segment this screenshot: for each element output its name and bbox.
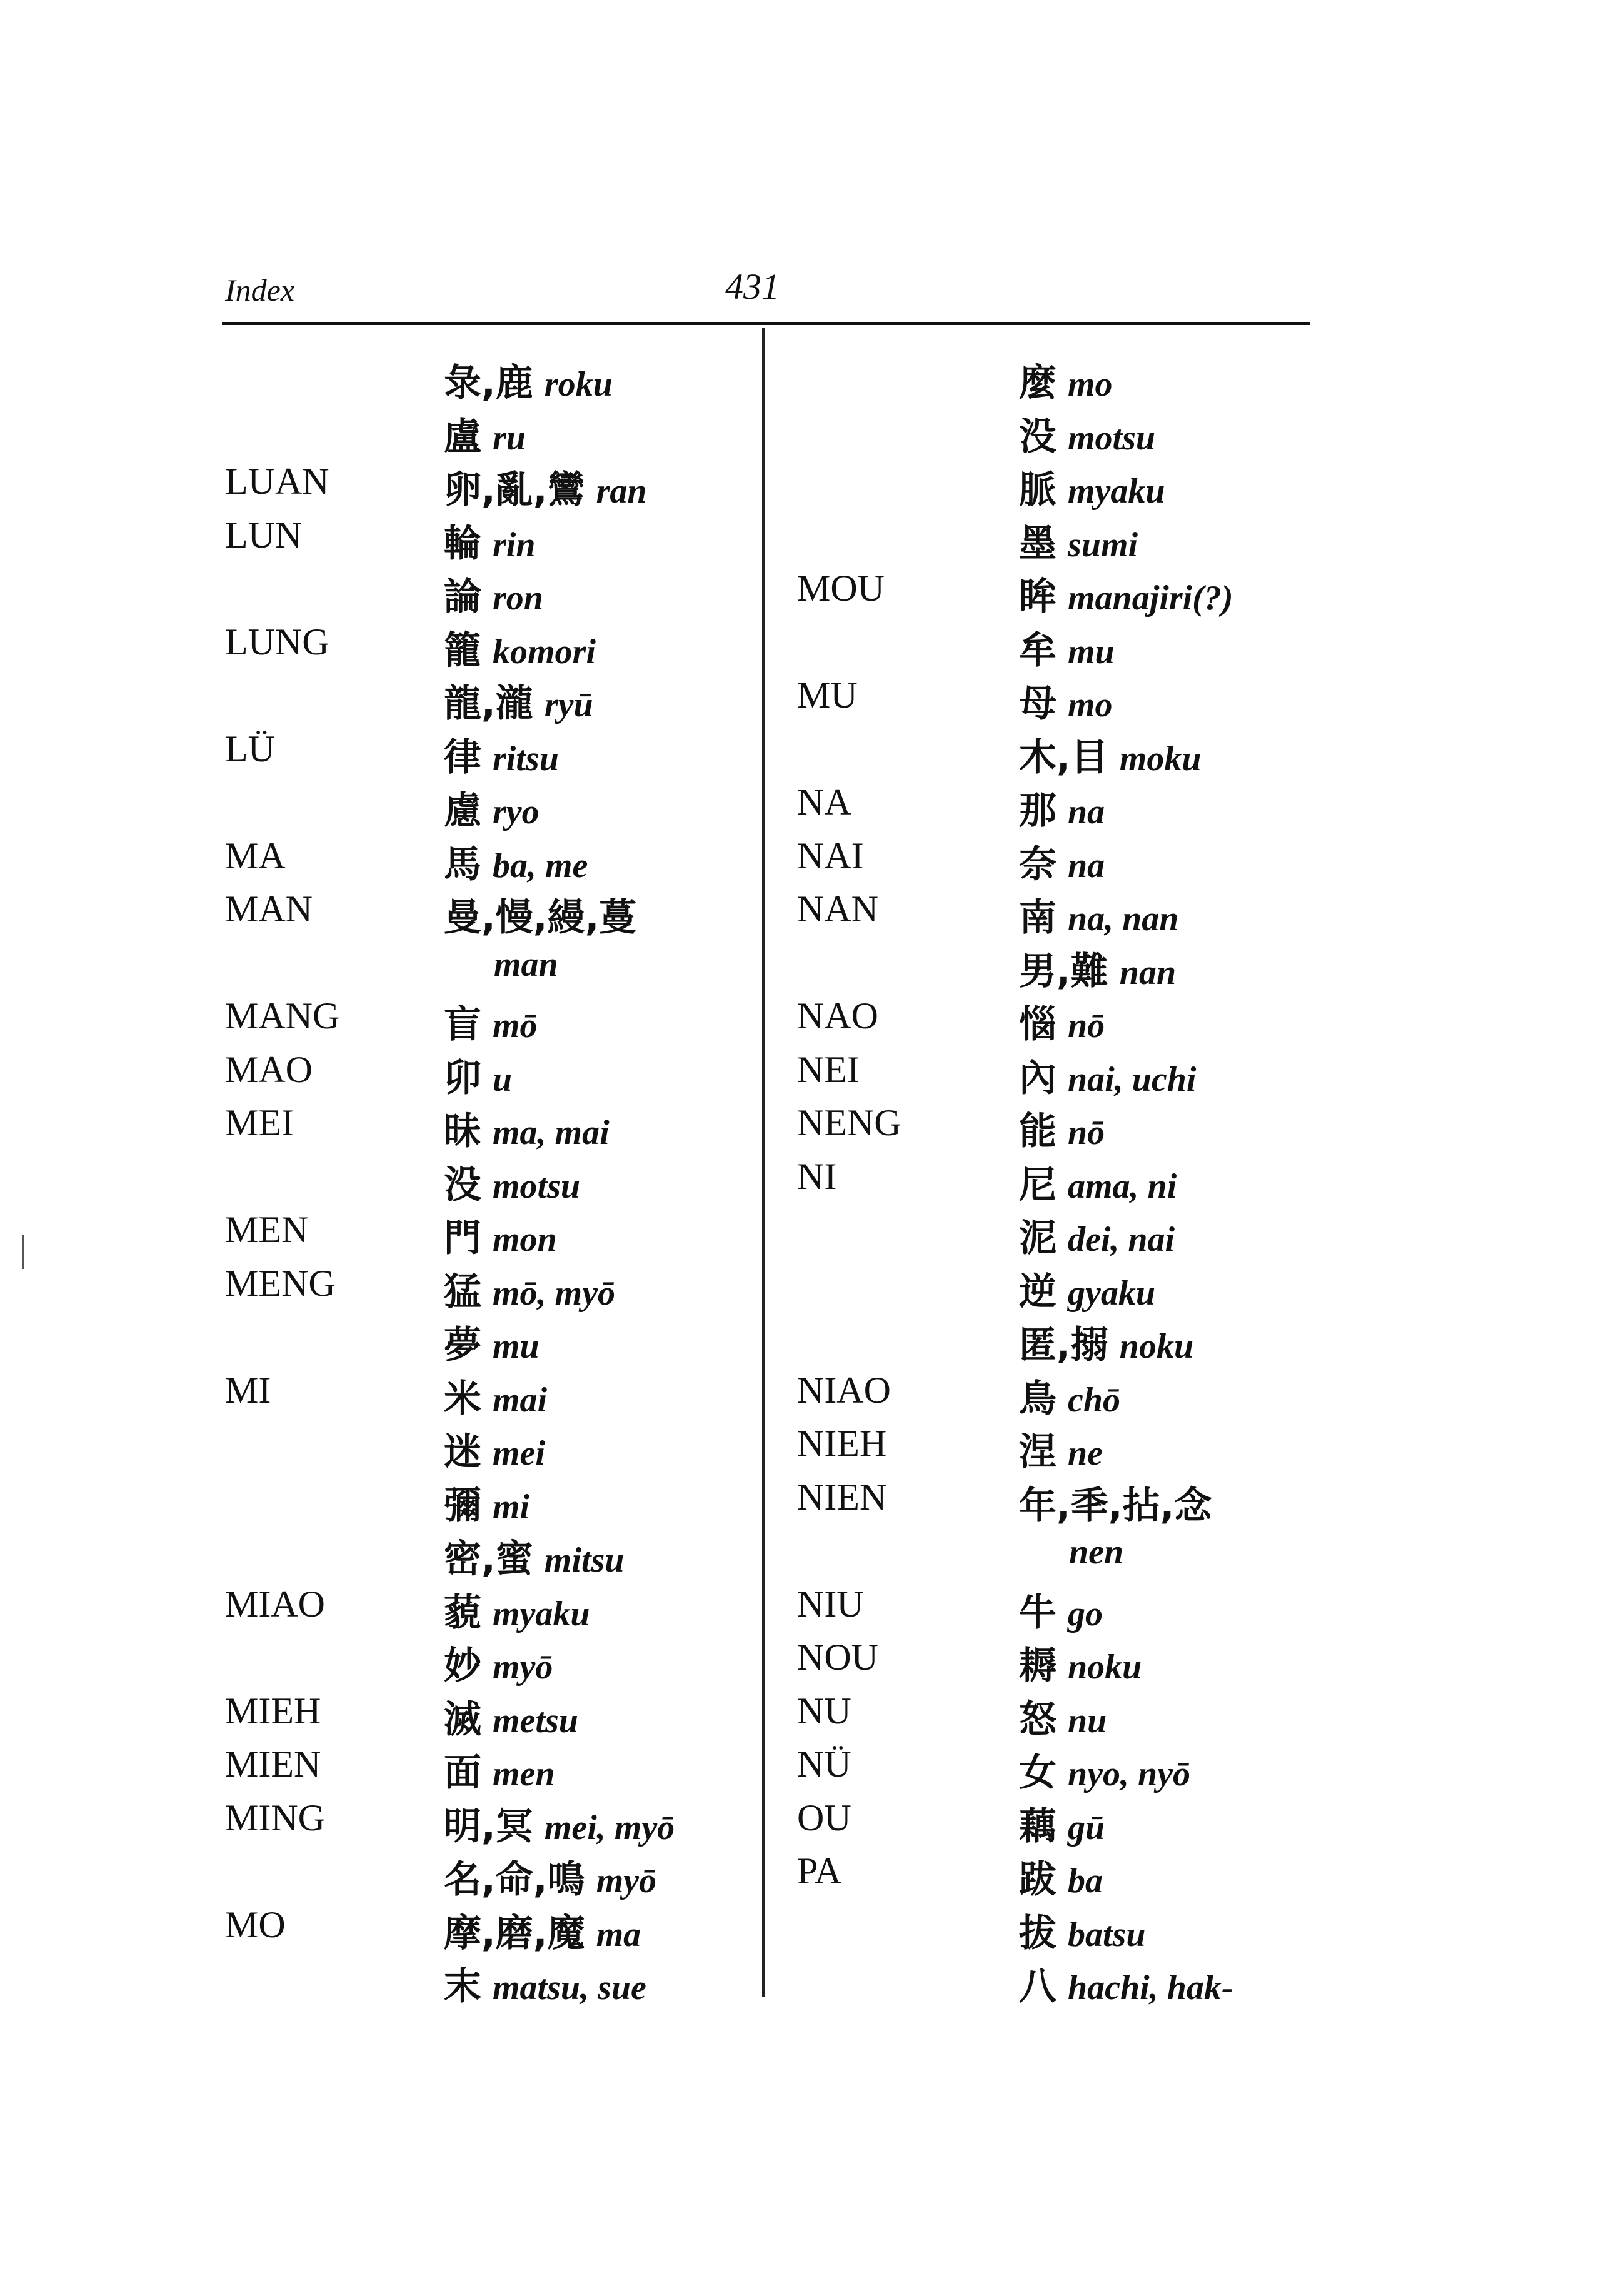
- kanji-characters: 南: [1019, 896, 1056, 940]
- kanji-characters: 匿,搦: [1019, 1323, 1108, 1367]
- romanization-key: NÜ: [797, 1743, 851, 1785]
- japanese-reading: myaku: [1068, 472, 1165, 511]
- character-entry: [1019, 1155, 1177, 1209]
- kanji-characters: 拔: [1019, 1911, 1056, 1955]
- kanji-characters: 惱: [1019, 1003, 1056, 1046]
- japanese-reading: batsu: [1068, 1915, 1146, 1954]
- japanese-reading: ron: [493, 579, 543, 618]
- index-row: [0, 1583, 1616, 1633]
- japanese-reading: mō: [493, 1006, 538, 1045]
- page-number: 431: [725, 266, 780, 307]
- character-entry: [1019, 567, 1233, 621]
- japanese-reading: man: [494, 945, 558, 984]
- index-row: [0, 460, 1616, 510]
- index-row: [0, 1422, 1616, 1472]
- japanese-reading: matsu, sue: [493, 1968, 646, 2007]
- kanji-characters: 馬: [444, 842, 481, 886]
- index-row: [0, 674, 1616, 724]
- kanji-characters: 眸: [1019, 575, 1056, 619]
- character-entry: [1019, 514, 1138, 568]
- kanji-characters: 逆: [1019, 1270, 1056, 1314]
- character-entry: [1019, 1476, 1223, 1530]
- character-entry: [1019, 1797, 1105, 1850]
- japanese-reading: roku: [544, 365, 613, 404]
- kanji-characters: 那: [1019, 789, 1056, 833]
- kanji-characters: 母: [1019, 682, 1056, 726]
- kanji-characters: 男,難: [1019, 949, 1108, 993]
- kanji-characters: 墨: [1019, 521, 1056, 566]
- romanization-key: NA: [797, 781, 851, 823]
- japanese-reading: mi: [493, 1487, 530, 1526]
- japanese-reading: mo: [1068, 365, 1113, 404]
- character-entry: [1019, 1208, 1175, 1262]
- kanji-characters: 卵,亂,鸞: [444, 468, 585, 512]
- japanese-reading: ritsu: [493, 739, 559, 778]
- japanese-reading: ne: [1068, 1434, 1103, 1473]
- romanization-key: NAO: [797, 995, 878, 1036]
- index-row: [0, 407, 1616, 457]
- kanji-characters: 彌: [444, 1483, 481, 1528]
- kanji-characters: 迷: [444, 1430, 481, 1474]
- japanese-reading: na: [1068, 793, 1105, 831]
- japanese-reading: go: [1068, 1594, 1103, 1633]
- index-row: [0, 888, 1616, 938]
- romanization-key: NENG: [797, 1102, 901, 1143]
- romanization-key: MENG: [225, 1262, 336, 1304]
- romanization-key: PA: [797, 1850, 842, 1892]
- romanization-key: MIEH: [225, 1690, 321, 1732]
- character-entry: [1019, 1369, 1120, 1423]
- index-row: [0, 1529, 1616, 1579]
- character-entry: [1019, 674, 1113, 728]
- kanji-characters: 摩,磨,魔: [444, 1911, 585, 1955]
- kanji-characters: 藐: [444, 1590, 481, 1635]
- kanji-characters: 彔,鹿: [444, 361, 533, 405]
- kanji-characters: 面: [444, 1751, 481, 1795]
- kanji-characters: 滅: [444, 1697, 481, 1742]
- japanese-reading: mei, myō: [544, 1808, 675, 1847]
- kanji-characters: 妙: [444, 1644, 481, 1688]
- index-row: [0, 995, 1616, 1045]
- index-row: [0, 1155, 1616, 1205]
- japanese-reading: ru: [493, 418, 526, 458]
- kanji-characters: 門: [444, 1216, 481, 1260]
- character-entry: [1019, 1101, 1105, 1155]
- kanji-characters: 跋: [1019, 1858, 1056, 1902]
- kanji-characters: 没: [444, 1163, 481, 1207]
- character-entry: [1019, 1048, 1196, 1102]
- romanization-key: LUN: [225, 514, 303, 556]
- kanji-characters: 怒: [1019, 1697, 1056, 1742]
- romanization-key: LÜ: [225, 728, 275, 770]
- kanji-characters: 能: [1019, 1110, 1056, 1153]
- japanese-reading: moku: [1119, 739, 1202, 778]
- romanization-key: NEI: [797, 1048, 860, 1090]
- japanese-reading: na, nan: [1068, 900, 1179, 938]
- character-entry: [1069, 1529, 1123, 1573]
- japanese-reading: komori: [493, 632, 596, 671]
- kanji-characters: 論: [444, 575, 481, 619]
- kanji-characters: 牛: [1019, 1590, 1056, 1635]
- romanization-key: MU: [797, 674, 858, 716]
- romanization-key: MEI: [225, 1102, 294, 1143]
- romanization-key: MO: [225, 1903, 286, 1945]
- japanese-reading: motsu: [493, 1166, 581, 1206]
- japanese-reading: mu: [493, 1327, 540, 1366]
- character-entry: [1019, 621, 1115, 674]
- character-entry: [1019, 1690, 1107, 1743]
- character-entry: [1019, 1743, 1190, 1797]
- kanji-characters: 律: [444, 735, 481, 780]
- kanji-characters: 龍,瀧: [444, 682, 533, 726]
- japanese-reading: ryū: [544, 686, 593, 724]
- kanji-characters: 牟: [1019, 628, 1056, 673]
- index-row: [0, 1048, 1616, 1098]
- index-row: [0, 1743, 1616, 1793]
- index-row: [0, 1903, 1616, 1953]
- kanji-characters: 內: [1019, 1056, 1056, 1100]
- japanese-reading: mai: [493, 1380, 548, 1420]
- japanese-reading: rin: [493, 525, 536, 564]
- kanji-characters: 盲: [444, 1003, 481, 1046]
- kanji-characters: 没: [1019, 414, 1056, 459]
- japanese-reading: nen: [1069, 1533, 1124, 1572]
- kanji-characters: 八: [1019, 1965, 1056, 2008]
- japanese-reading: metsu: [493, 1701, 578, 1740]
- index-row: [0, 1636, 1616, 1686]
- romanization-key: LUAN: [225, 461, 329, 502]
- romanization-key: NI: [797, 1155, 837, 1197]
- character-entry: [1019, 1957, 1233, 2010]
- romanization-key: MA: [225, 835, 286, 876]
- kanji-characters: 卯: [444, 1056, 481, 1100]
- index-row: [0, 1476, 1616, 1526]
- character-entry: [1019, 1903, 1146, 1957]
- index-row: [0, 353, 1616, 403]
- index-row: [0, 1797, 1616, 1847]
- character-entry: [1019, 1422, 1103, 1476]
- japanese-reading: nai, uchi: [1068, 1060, 1197, 1099]
- index-row: [0, 781, 1616, 831]
- japanese-reading: nan: [1119, 953, 1177, 992]
- character-entry: [1019, 1583, 1103, 1637]
- character-entry: [1019, 353, 1113, 407]
- japanese-reading: na: [1068, 846, 1105, 885]
- kanji-characters: 末: [444, 1965, 481, 2008]
- index-row: [0, 514, 1616, 564]
- japanese-reading: mō, myō: [493, 1273, 615, 1313]
- japanese-reading: u: [493, 1060, 513, 1099]
- romanization-key: MEN: [225, 1209, 309, 1250]
- character-entry: [1019, 407, 1155, 461]
- character-entry: [1019, 995, 1105, 1048]
- romanization-key: MANG: [225, 995, 340, 1036]
- header-rule: [222, 322, 1310, 325]
- kanji-characters: 藕: [1019, 1804, 1056, 1848]
- romanization-key: NAI: [797, 835, 864, 876]
- kanji-characters: 昧: [444, 1110, 481, 1153]
- index-row: [0, 1315, 1616, 1365]
- japanese-reading: mo: [1068, 686, 1113, 724]
- japanese-reading: dei, nai: [1068, 1220, 1175, 1259]
- character-entry: [1019, 835, 1105, 888]
- character-entry: [1019, 1636, 1142, 1690]
- romanization-key: NIU: [797, 1583, 864, 1625]
- japanese-reading: manajiri(?): [1068, 579, 1233, 618]
- romanization-key: MOU: [797, 568, 885, 609]
- romanization-key: MAN: [225, 888, 313, 930]
- kanji-characters: 泥: [1019, 1216, 1056, 1260]
- japanese-reading: mitsu: [544, 1541, 625, 1580]
- japanese-reading: motsu: [1068, 418, 1156, 458]
- japanese-reading: men: [493, 1755, 555, 1793]
- romanization-key: MI: [225, 1369, 271, 1411]
- japanese-reading: gū: [1068, 1808, 1105, 1847]
- kanji-characters: 慮: [444, 789, 481, 833]
- kanji-characters: 女: [1019, 1751, 1056, 1795]
- index-row: [0, 621, 1616, 671]
- character-entry: [1019, 781, 1105, 835]
- romanization-key: NAN: [797, 888, 878, 930]
- kanji-characters: 籠: [444, 628, 481, 673]
- japanese-reading: noku: [1068, 1648, 1142, 1687]
- character-entry: [1019, 1262, 1155, 1316]
- kanji-characters: 米: [444, 1376, 481, 1421]
- kanji-characters: 木,目: [1019, 735, 1108, 780]
- index-row: [0, 1369, 1616, 1419]
- japanese-reading: ma: [596, 1915, 641, 1954]
- japanese-reading: ama, ni: [1068, 1166, 1177, 1206]
- japanese-reading: sumi: [1068, 525, 1138, 564]
- kanji-characters: 輪: [444, 521, 481, 566]
- kanji-characters: 麼: [1019, 361, 1056, 405]
- japanese-reading: mei: [493, 1434, 545, 1473]
- japanese-reading: mu: [1068, 632, 1115, 671]
- character-entry: [1019, 1850, 1103, 1903]
- index-row: [0, 567, 1616, 617]
- japanese-reading: ran: [596, 472, 647, 511]
- kanji-characters: 涅: [1019, 1430, 1056, 1474]
- japanese-reading: noku: [1119, 1327, 1194, 1366]
- kanji-characters: 奈: [1019, 842, 1056, 886]
- kanji-characters: 曼,慢,縵,蔓: [444, 896, 637, 940]
- romanization-key: NIAO: [797, 1369, 891, 1411]
- japanese-reading: nō: [1068, 1006, 1105, 1045]
- japanese-reading: ba, me: [493, 846, 588, 885]
- kanji-characters: 鳥: [1019, 1376, 1056, 1421]
- japanese-reading: mon: [493, 1220, 557, 1259]
- character-entry: [1019, 941, 1176, 995]
- kanji-characters: 年,秊,拈,念: [1019, 1483, 1212, 1528]
- japanese-reading: myō: [596, 1862, 657, 1900]
- character-entry: [1019, 888, 1178, 941]
- japanese-reading: ma, mai: [493, 1113, 610, 1152]
- japanese-reading: gyaku: [1068, 1273, 1155, 1313]
- kanji-characters: 名,命,鳴: [444, 1858, 585, 1902]
- kanji-characters: 夢: [444, 1323, 481, 1367]
- romanization-key: NIEN: [797, 1476, 887, 1518]
- kanji-characters: 耨: [1019, 1644, 1056, 1688]
- kanji-characters: 脈: [1019, 468, 1056, 512]
- romanization-key: NOU: [797, 1637, 878, 1678]
- index-row: [0, 1208, 1616, 1258]
- character-entry: [1019, 728, 1202, 781]
- japanese-reading: nyo, nyō: [1068, 1755, 1190, 1793]
- kanji-characters: 盧: [444, 414, 481, 459]
- kanji-characters: 尼: [1019, 1163, 1056, 1207]
- romanization-key: MAO: [225, 1048, 313, 1090]
- index-row: [0, 1957, 1616, 2007]
- romanization-key: NU: [797, 1690, 851, 1732]
- romanization-key: MING: [225, 1797, 325, 1838]
- index-row: [0, 728, 1616, 778]
- japanese-reading: myō: [493, 1648, 553, 1687]
- character-entry: [1019, 1315, 1193, 1369]
- kanji-characters: 明,冥: [444, 1804, 533, 1848]
- japanese-reading: nu: [1068, 1701, 1107, 1740]
- index-label: Index: [225, 273, 295, 308]
- index-row: [0, 1690, 1616, 1740]
- kanji-characters: 猛: [444, 1270, 481, 1314]
- romanization-key: MIAO: [225, 1583, 325, 1625]
- romanization-key: NIEH: [797, 1423, 887, 1464]
- kanji-characters: 密,蜜: [444, 1537, 533, 1581]
- japanese-reading: ryo: [493, 793, 540, 831]
- character-entry: [1019, 460, 1165, 514]
- index-row: [0, 1850, 1616, 1900]
- index-row: [0, 835, 1616, 885]
- japanese-reading: hachi, hak-: [1068, 1968, 1233, 2007]
- index-row: [0, 1262, 1616, 1312]
- japanese-reading: ba: [1068, 1862, 1103, 1900]
- japanese-reading: myaku: [493, 1594, 590, 1633]
- romanization-key: MIEN: [225, 1743, 321, 1785]
- index-row: [0, 1101, 1616, 1151]
- japanese-reading: nō: [1068, 1113, 1105, 1152]
- japanese-reading: chō: [1068, 1380, 1120, 1420]
- romanization-key: LUNG: [225, 621, 329, 663]
- romanization-key: OU: [797, 1797, 851, 1838]
- index-row: [0, 941, 1616, 991]
